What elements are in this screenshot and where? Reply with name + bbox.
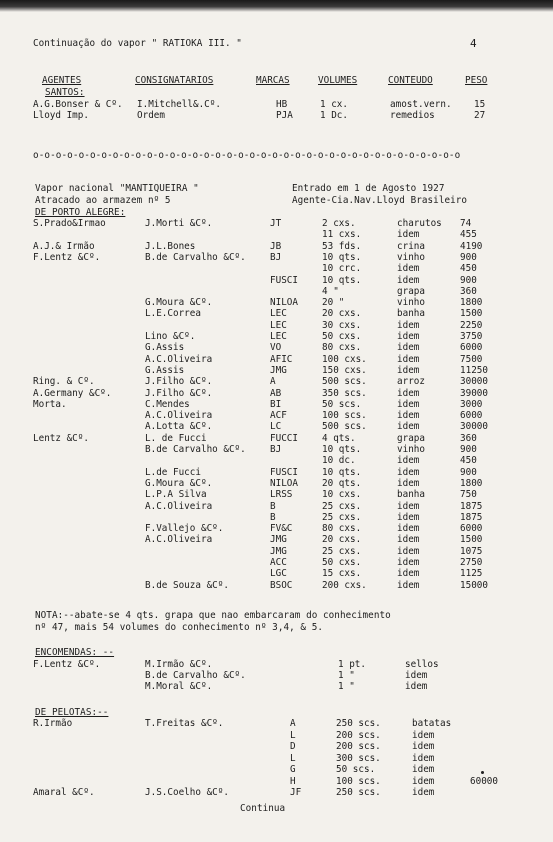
vessel-arrival: Entrado em 1 de Agosto 1927 (292, 183, 445, 194)
marca-cell: NILOA (270, 297, 298, 309)
volume-cell: 25 cxs. (322, 500, 362, 512)
volume-cell: 50 cxs. (322, 331, 362, 342)
vessel-berth: Atracado ao armazem nº 5 (35, 195, 171, 206)
volume-cell: 4 " (322, 285, 339, 297)
peso-cell: 1875 (460, 500, 483, 512)
conteudo-cell: batatas (412, 718, 452, 729)
consignatario-cell: C.Mendes (145, 398, 190, 410)
volume-cell: 250 scs. (336, 787, 381, 798)
conteudo-cell: idem (397, 421, 420, 433)
volume-cell: 200 cxs. (322, 579, 367, 591)
consignatario-cell: J.Filho &Cº. (145, 376, 213, 388)
volume-cell: 25 cxs. (322, 545, 362, 557)
volume-cell: 250 scs. (336, 718, 381, 729)
peso-cell: 60000 (470, 775, 498, 787)
volume-cell: 10 dc. (322, 455, 356, 467)
consignatario-cell: L.E.Correa (145, 308, 201, 320)
col-marcas: MARCAS (256, 75, 290, 86)
volume-cell: 100 scs. (336, 775, 381, 787)
conteudo-cell: idem (405, 681, 428, 692)
peso-cell: 900 (460, 444, 477, 455)
conteudo-cell: idem (397, 455, 420, 467)
consignatario-cell: J.Filho &Cº. (145, 387, 213, 399)
note-line-2: nº 47, mais 54 volumes do conhecimento nº 3,4, & 5. (35, 622, 324, 633)
conteudo-cell: vinho (397, 444, 425, 455)
consignatario-cell: M.Moral &Cº. (145, 681, 213, 692)
marca-cell: ACC (270, 557, 287, 568)
peso-cell: 900 (460, 274, 477, 286)
marca-cell: LEC (270, 319, 287, 331)
volume-cell: 10 qts. (322, 251, 362, 263)
conteudo-cell: idem (412, 741, 435, 752)
peso-cell: 360 (460, 285, 477, 297)
volume-cell: 53 fds. (322, 240, 362, 252)
volume-cell: 500 scs. (322, 421, 367, 433)
marca-cell: NILOA (270, 477, 298, 489)
peso-cell: 1125 (460, 568, 483, 580)
continuation-title: Continuação do vapor " RATIOKA III. " (33, 38, 242, 49)
col-consignatarios: CONSIGNATARIOS (135, 75, 214, 86)
marca-cell: H (290, 775, 296, 787)
volume-cell: 10 cxs. (322, 489, 362, 501)
consignatario-cell: L. de Fucci (145, 432, 207, 444)
peso-cell: 30000 (460, 421, 488, 433)
conteudo-cell: idem (397, 263, 420, 275)
volume-cell: 1 Dc. (320, 110, 348, 121)
consignatario-cell: J.L.Bones (145, 240, 196, 252)
conteudo-cell: idem (397, 387, 420, 399)
peso-cell: 1075 (460, 545, 483, 557)
conteudo-cell: arroz (397, 376, 425, 388)
volume-cell: 2 cxs. (322, 218, 356, 229)
peso-cell: 1800 (460, 477, 483, 489)
conteudo-cell: idem (397, 500, 420, 512)
volume-cell: 50 scs. (336, 764, 376, 775)
col-conteudo: CONTEUDO (388, 75, 433, 86)
conteudo-cell: idem (412, 752, 435, 764)
volume-cell: 100 scs. (322, 410, 367, 422)
volume-cell: 50 cxs. (322, 557, 362, 568)
conteudo-cell: idem (397, 274, 420, 286)
peso-cell: 1800 (460, 297, 483, 309)
marca-cell: PJA (276, 110, 293, 121)
marca-cell: G (290, 764, 296, 775)
consignatario-cell: I.Mitchell&.Cº. (137, 99, 221, 110)
marca-cell: BJ (270, 444, 282, 455)
col-agentes: AGENTES (42, 75, 82, 86)
consignatario-cell: B.de Carvalho &Cº. (145, 251, 246, 263)
volume-cell: 10 qts. (322, 274, 362, 286)
consignatario-cell: L.de Fucci (145, 466, 201, 478)
conteudo-cell: vinho (397, 251, 425, 263)
volume-cell: 20 " (322, 297, 345, 309)
consignatario-cell: Lino &Cº. (145, 331, 196, 342)
marca-cell: FV&C (270, 523, 293, 535)
agente-cell: A.G.Bonser & Cº. (33, 99, 123, 110)
peso-cell: 1875 (460, 511, 483, 523)
volume-cell: 1 cx. (320, 99, 348, 110)
peso-cell: 15 (474, 99, 486, 110)
ink-speck (481, 771, 484, 774)
consignatario-cell: M.Irmão &Cº. (145, 659, 213, 670)
marca-cell: LEC (270, 308, 287, 320)
conteudo-cell: idem (397, 410, 420, 422)
peso-cell: 455 (460, 229, 477, 241)
consignatario-cell: A.C.Oliveira (145, 410, 213, 422)
conteudo-cell: grapa (397, 285, 425, 297)
volume-cell: 100 cxs. (322, 353, 367, 365)
agente-cell: R.Irmão (33, 718, 73, 729)
peso-cell: 11250 (460, 364, 488, 376)
peso-cell: 30000 (460, 376, 488, 388)
marca-cell: JMG (270, 534, 287, 546)
marca-cell: BSOC (270, 579, 293, 591)
peso-cell: 360 (460, 432, 477, 444)
volume-cell: 4 qts. (322, 432, 356, 444)
agente-cell: F.Lentz &Cº. (33, 251, 101, 263)
conteudo-cell: idem (397, 477, 420, 489)
conteudo-cell: idem (397, 229, 420, 241)
marca-cell: LGC (270, 568, 287, 580)
agente-cell: A.Germany &Cº. (33, 387, 112, 399)
peso-cell: 1500 (460, 534, 483, 546)
consignatario-cell: F.Vallejo &Cº. (145, 523, 224, 535)
peso-cell: 1500 (460, 308, 483, 320)
conteudo-cell: idem (397, 364, 420, 376)
volume-cell: 80 cxs. (322, 523, 362, 535)
conteudo-cell: idem (397, 523, 420, 535)
volume-cell: 25 cxs. (322, 511, 362, 523)
marca-cell: JMG (270, 545, 287, 557)
marca-cell: JF (290, 787, 302, 798)
marca-cell: LC (270, 421, 282, 433)
conteudo-cell: idem (397, 342, 420, 354)
conteudo-cell: crina (397, 240, 425, 252)
marca-cell: FUSCI (270, 466, 298, 478)
agente-cell: F.Lentz &Cº. (33, 659, 101, 670)
consignatario-cell: G.Moura &Cº. (145, 477, 213, 489)
peso-cell: 450 (460, 263, 477, 275)
peso-cell: 2250 (460, 319, 483, 331)
marca-cell: L (290, 729, 296, 741)
volume-cell: 20 qts. (322, 477, 362, 489)
agente-cell: Ring. & Cº. (33, 376, 95, 388)
peso-cell: 6000 (460, 523, 483, 535)
marca-cell: JT (270, 218, 282, 229)
marca-cell: B (270, 500, 276, 512)
section-heading-porto-alegre: DE PORTO ALEGRE: (35, 207, 126, 218)
volume-cell: 1 pt. (338, 659, 366, 670)
conteudo-cell: grapa (397, 432, 425, 444)
volume-cell: 15 cxs. (322, 568, 362, 580)
volume-cell: 300 scs. (336, 752, 381, 764)
agente-cell: Morta. (33, 398, 67, 410)
volume-cell: 20 cxs. (322, 534, 362, 546)
conteudo-cell: idem (412, 729, 435, 741)
consignatario-cell: J.Morti &Cº. (145, 218, 213, 229)
peso-cell: 39000 (460, 387, 488, 399)
col-peso: PESO (465, 75, 488, 86)
conteudo-cell: amost.vern. (390, 99, 452, 110)
volume-cell: 30 cxs. (322, 319, 362, 331)
peso-cell: 900 (460, 251, 477, 263)
conteudo-cell: idem (397, 568, 420, 580)
conteudo-cell: idem (405, 670, 428, 681)
conteudo-cell: idem (397, 557, 420, 568)
vessel-agent: Agente-Cia.Nav.Lloyd Brasileiro (292, 195, 468, 206)
volume-cell: 11 cxs. (322, 229, 362, 241)
marca-cell: L (290, 752, 296, 764)
consignatario-cell: L.P.A Silva (145, 489, 207, 501)
consignatario-cell: B.de Carvalho &Cº. (145, 444, 246, 455)
conteudo-cell: idem (397, 511, 420, 523)
peso-cell: 3000 (460, 398, 483, 410)
peso-cell: 7500 (460, 353, 483, 365)
marca-cell: JMG (270, 364, 287, 376)
volume-cell: 200 scs. (336, 741, 381, 752)
peso-cell: 74 (460, 218, 472, 229)
marca-cell: D (290, 741, 296, 752)
consignatario-cell: B.de Souza &Cº. (145, 579, 229, 591)
consignatario-cell: A.C.Oliveira (145, 353, 213, 365)
volume-cell: 80 cxs. (322, 342, 362, 354)
consignatario-cell: B.de Carvalho &Cº. (145, 670, 246, 681)
volume-cell: 1 " (338, 670, 355, 681)
peso-cell: 6000 (460, 410, 483, 422)
volume-cell: 200 scs. (336, 729, 381, 741)
conteudo-cell: sellos (405, 659, 439, 670)
marca-cell: BJ (270, 251, 282, 263)
marca-cell: A (270, 376, 276, 388)
peso-cell: 3750 (460, 331, 483, 342)
peso-cell: 27 (474, 110, 486, 121)
volume-cell: 10 qts. (322, 444, 362, 455)
marca-cell: ACF (270, 410, 287, 422)
marca-cell: AB (270, 387, 282, 399)
volume-cell: 10 qts. (322, 466, 362, 478)
conteudo-cell: idem (397, 353, 420, 365)
section-heading-encomendas: ENCOMENDAS: -- (35, 647, 115, 658)
conteudo-cell: idem (412, 775, 435, 787)
section-heading-santos: SANTOS: (45, 87, 85, 98)
consignatario-cell: A.C.Oliveira (145, 500, 213, 512)
volume-cell: 50 scs. (322, 398, 362, 410)
separator-line: o-o-o-o-o-o-o-o-o-o-o-o-o-o-o-o-o-o-o-o-o-o-o-o-o-o-o-o-o-o-o-o-o-o-o-o-o-o (33, 150, 461, 161)
conteudo-cell: idem (397, 579, 420, 591)
volume-cell: 150 cxs. (322, 364, 367, 376)
scan-border (0, 0, 553, 12)
consignatario-cell: A.C.Oliveira (145, 534, 213, 546)
volume-cell: 500 scs. (322, 376, 367, 388)
marca-cell: A (290, 718, 296, 729)
vessel-name: Vapor nacional "MANTIQUEIRA " (35, 183, 199, 194)
conteudo-cell: banha (397, 489, 425, 501)
conteudo-cell: idem (397, 319, 420, 331)
conteudo-cell: idem (397, 545, 420, 557)
peso-cell: 750 (460, 489, 477, 501)
marca-cell: BI (270, 398, 282, 410)
col-volumes: VOLUMES (318, 75, 358, 86)
conteudo-cell: idem (412, 764, 435, 775)
marca-cell: B (270, 511, 276, 523)
consignatario-cell: G.Assis (145, 342, 185, 354)
peso-cell: 450 (460, 455, 477, 467)
consignatario-cell: G.Moura &Cº. (145, 297, 213, 309)
marca-cell: JB (270, 240, 282, 252)
consignatario-cell: T.Freitas &Cº. (145, 718, 224, 729)
conteudo-cell: idem (397, 398, 420, 410)
agente-cell: Amaral &Cº. (33, 787, 95, 798)
agente-cell: A.J.& Irmão (33, 240, 95, 252)
agente-cell: S.Prado&Irmao (33, 218, 106, 229)
conteudo-cell: idem (397, 466, 420, 478)
peso-cell: 6000 (460, 342, 483, 354)
conteudo-cell: remedios (390, 110, 435, 121)
agente-cell: Lloyd Imp. (33, 110, 89, 121)
peso-cell: 2750 (460, 557, 483, 568)
marca-cell: LEC (270, 331, 287, 342)
peso-cell: 15000 (460, 579, 488, 591)
conteudo-cell: vinho (397, 297, 425, 309)
peso-cell: 900 (460, 466, 477, 478)
agente-cell: Lentz &Cº. (33, 432, 89, 444)
conteudo-cell: charutos (397, 218, 442, 229)
conteudo-cell: banha (397, 308, 425, 320)
marca-cell: HB (276, 99, 288, 110)
consignatario-cell: A.Lotta &Cº. (145, 421, 213, 433)
marca-cell: FUSCI (270, 274, 298, 286)
page-number: 4 (470, 37, 477, 50)
conteudo-cell: idem (397, 331, 420, 342)
marca-cell: LRSS (270, 489, 293, 501)
peso-cell: 4190 (460, 240, 483, 252)
volume-cell: 350 scs. (322, 387, 367, 399)
volume-cell: 1 " (338, 681, 355, 692)
marca-cell: AFIC (270, 353, 293, 365)
consignatario-cell: J.S.Coelho &Cº. (145, 787, 229, 798)
continua-label: Continua (240, 803, 286, 814)
volume-cell: 10 crc. (322, 263, 362, 275)
marca-cell: FUCCI (270, 432, 298, 444)
consignatario-cell: Ordem (137, 110, 165, 121)
marca-cell: VO (270, 342, 282, 354)
section-heading-pelotas: DE PELOTAS:-- (35, 707, 109, 718)
consignatario-cell: G.Assis (145, 364, 185, 376)
conteudo-cell: idem (412, 787, 435, 798)
note-line-1: NOTA:--abate-se 4 qts. grapa que nao embarcaram do conhecimento (35, 610, 391, 621)
conteudo-cell: idem (397, 534, 420, 546)
volume-cell: 20 cxs. (322, 308, 362, 320)
